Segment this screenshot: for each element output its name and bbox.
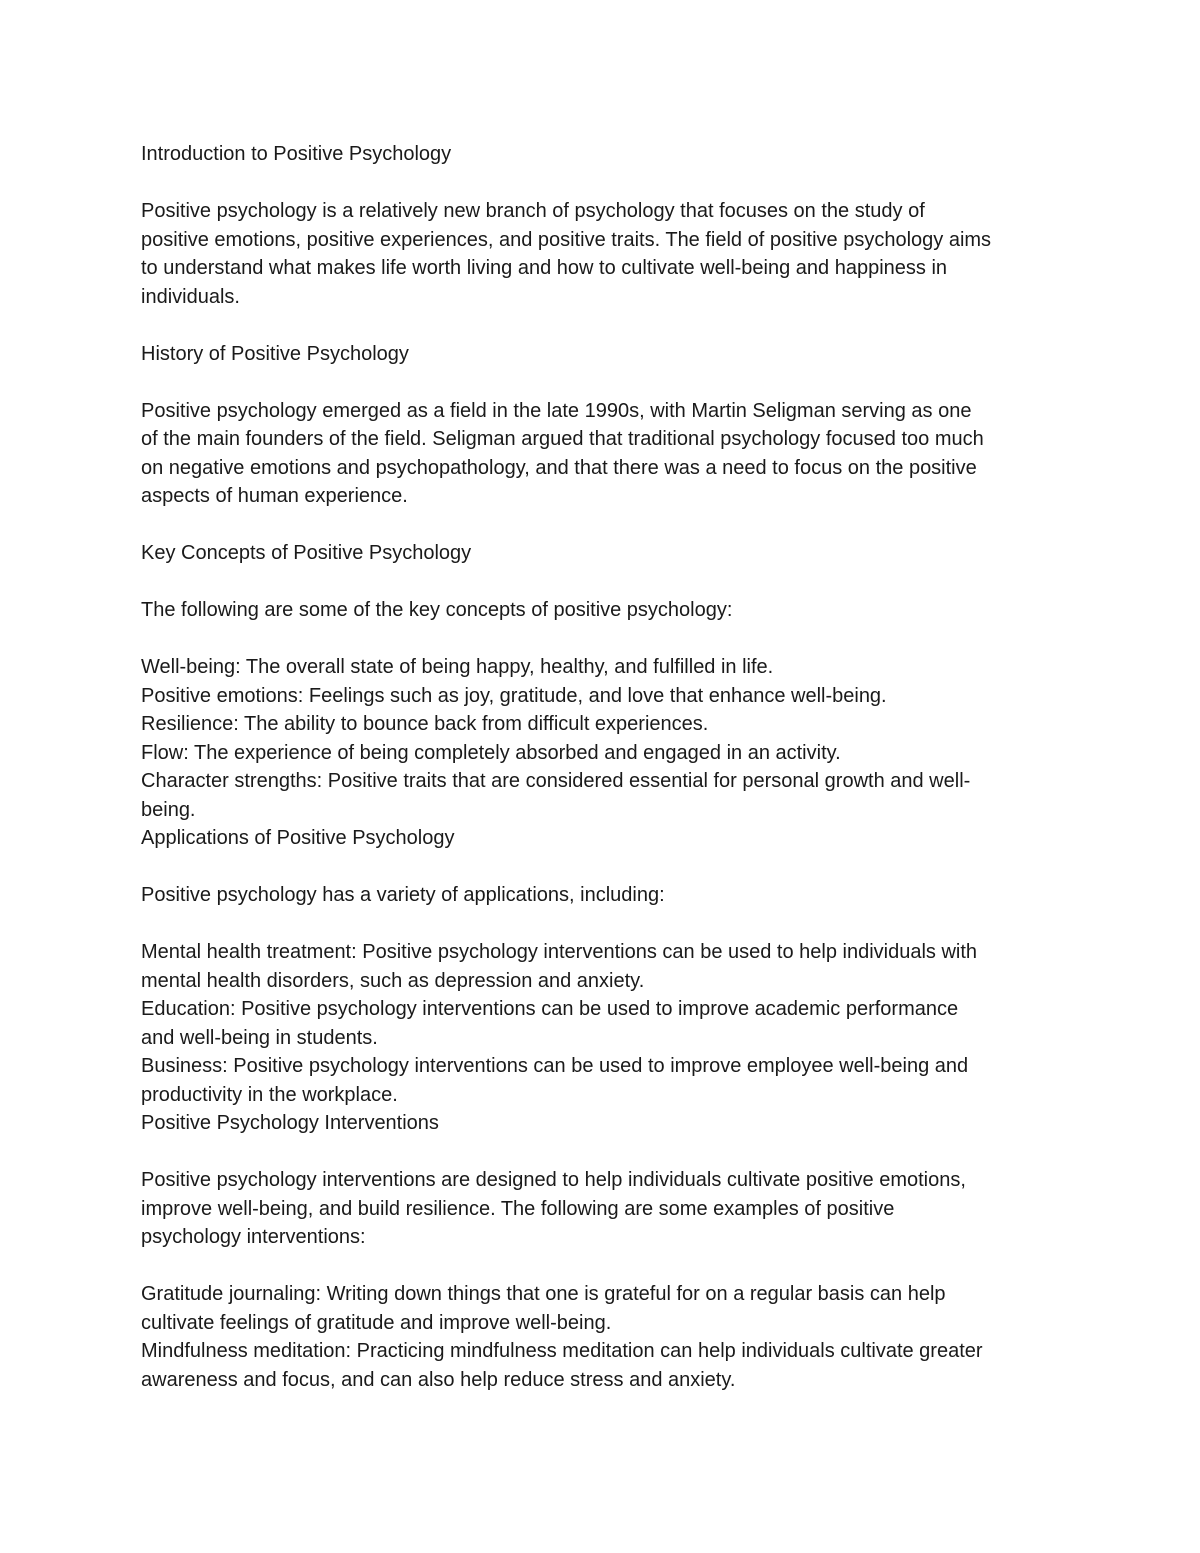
paragraph-line: psychology interventions: <box>141 1226 366 1248</box>
application-item: Mental health treatment: Positive psychology interventions can be used to help individuals with <box>141 941 978 963</box>
paragraph-line: Positive psychology emerged as a field in the late 1990s, with Martin Seligman serving as one <box>141 399 972 422</box>
heading-applications: Applications of Positive Psychology <box>141 827 455 849</box>
heading-interventions: Positive Psychology Interventions <box>141 1112 439 1134</box>
application-item: Education: Positive psychology interventions can be used to improve academic performance <box>141 998 959 1020</box>
blank-line <box>141 311 1071 340</box>
application-item: and well-being in students. <box>141 1026 378 1049</box>
intervention-item: awareness and focus, and can also help reduce stress and anxiety. <box>141 1368 736 1391</box>
application-item: productivity in the workplace. <box>141 1083 398 1106</box>
intervention-item: Gratitude journaling: Writing down things that one is grateful for on a regular basis can help <box>141 1283 946 1305</box>
concept-item: Resilience: The ability to bounce back from difficult experiences. <box>141 713 709 735</box>
heading-key-concepts: Key Concepts of Positive Psychology <box>141 542 472 564</box>
paragraph-line: improve well-being, and build resilience. The following are some examples of positive <box>141 1197 895 1220</box>
blank-line <box>141 1138 1071 1167</box>
blank-line <box>141 853 1071 882</box>
paragraph-line: on negative emotions and psychopathology, and that there was a need to focus on the positive <box>141 456 977 479</box>
intervention-item: cultivate feelings of gratitude and improve well-being. <box>141 1311 612 1334</box>
concept-item: Flow: The experience of being completely absorbed and engaged in an activity. <box>141 741 841 764</box>
blank-line <box>141 1252 1071 1281</box>
paragraph-line: Positive psychology is a relatively new branch of psychology that focuses on the study of <box>141 200 925 222</box>
heading-history: History of Positive Psychology <box>141 342 409 365</box>
paragraph-line: aspects of human experience. <box>141 485 408 507</box>
application-item: mental health disorders, such as depression and anxiety. <box>141 969 645 992</box>
paragraph-line: Positive psychology interventions are designed to help individuals cultivate positive emotions, <box>141 1169 966 1191</box>
concept-item: Positive emotions: Feelings such as joy, gratitude, and love that enhance well-being. <box>141 684 887 707</box>
paragraph-line: Positive psychology has a variety of applications, including: <box>141 884 665 906</box>
paragraph-line: of the main founders of the field. Seligman argued that traditional psychology focused too much <box>141 428 984 450</box>
paragraph-line: positive emotions, positive experiences, and positive traits. The field of positive psychology aims <box>141 228 992 251</box>
blank-line <box>141 568 1071 597</box>
concept-item: Character strengths: Positive traits that are considered essential for personal growth and well- <box>141 770 971 792</box>
heading-introduction: Introduction to Positive Psychology <box>141 143 452 165</box>
document-page <box>141 140 1071 1394</box>
application-item: Business: Positive psychology interventions can be used to improve employee well-being and <box>141 1055 969 1077</box>
paragraph-line: to understand what makes life worth living and how to cultivate well-being and happiness in <box>141 257 948 279</box>
blank-line <box>141 910 1071 939</box>
blank-line <box>141 169 1071 198</box>
paragraph-line: The following are some of the key concepts of positive psychology: <box>141 599 733 621</box>
blank-line <box>141 511 1071 540</box>
concept-item: being. <box>141 798 196 821</box>
intervention-item: Mindfulness meditation: Practicing mindfulness meditation can help individuals cultivate greater <box>141 1340 983 1362</box>
blank-line <box>141 368 1071 397</box>
concept-item: Well-being: The overall state of being happy, healthy, and fulfilled in life. <box>141 656 774 678</box>
blank-line <box>141 625 1071 654</box>
paragraph-line: individuals. <box>141 285 240 308</box>
